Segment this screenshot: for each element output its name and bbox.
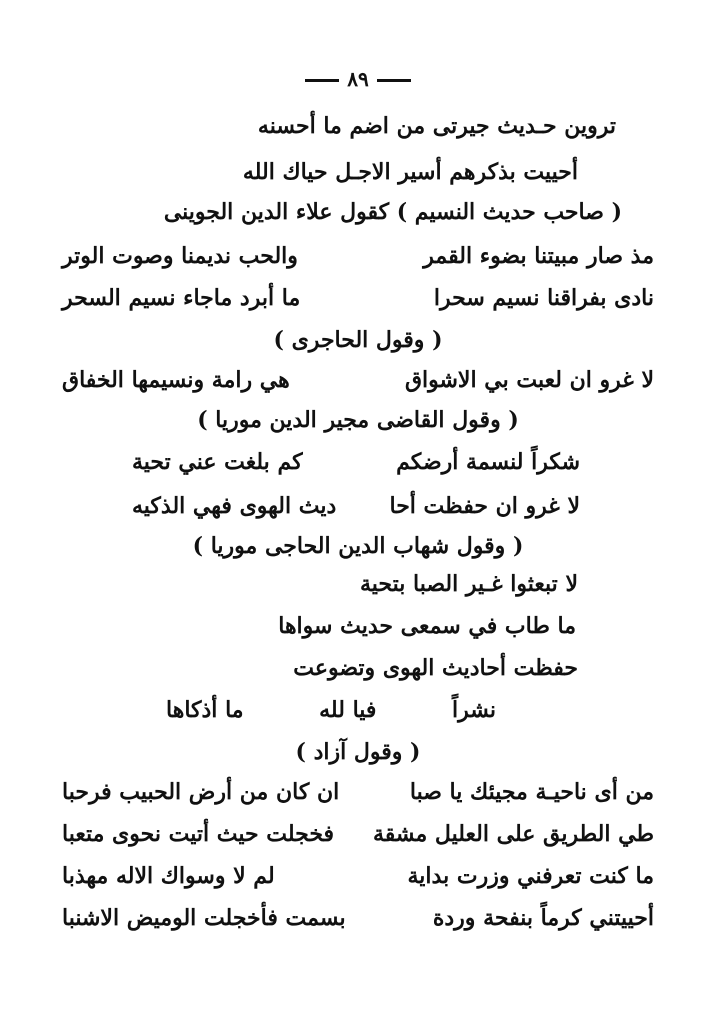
verse-part-left: ما أذكاها [166, 697, 244, 723]
text-line-2: أحييت بذكرهم أسير الاجـل حياك الله [242, 159, 578, 185]
page-number-dash-right [305, 79, 339, 82]
heading-azad: ( وقول آزاد ) [295, 739, 421, 765]
text-line-12: لا تبعثوا غـير الصبا بتحية [359, 571, 578, 597]
page-number-text: ٨٩ [347, 67, 369, 91]
heading-line-3: ( صاحب حديث النسيم ) كقول علاء الدين الجوينى [163, 199, 622, 225]
heading-mujir-al-din: ( وقول القاضى مجير الدين موريا ) [197, 407, 519, 433]
heading-hajiri: ( وقول الحاجرى ) [273, 327, 443, 353]
verse-hemistich-right: شكراً لنسمة أرضكم [396, 449, 580, 475]
page-number [0, 66, 716, 92]
verse-hemistich-left: والحب نديمنا وصوت الوتر [62, 243, 298, 269]
verse-hemistich-left: كم بلغت عني تحية [132, 449, 303, 475]
verse-hemistich-right: لا غرو ان لعبت بي الاشواق [404, 367, 654, 393]
page-number-dash-left [377, 79, 411, 82]
verse-hemistich-right: لا غرو ان حفظت أحا [389, 493, 580, 519]
verse-hemistich-right: من أى ناحيـة مجيئك يا صبا [409, 779, 654, 805]
verse-part-right: نشراً [452, 697, 496, 723]
heading-shihab-al-din: ( وقول شهاب الدين الحاجى موريا ) [192, 533, 524, 559]
verse-couplet-7 [62, 820, 654, 848]
verse-hemistich-left: فخجلت حيث أتيت نحوى متعبا [62, 821, 335, 847]
verse-hemistich-left: ديث الهوى فهي الذكيه [132, 493, 337, 519]
verse-hemistich-right: مذ صار مبيتنا بضوء القمر [423, 243, 654, 269]
verse-hemistich-right: أحييتني كرماً بنفحة وردة [432, 905, 654, 931]
verse-three-part [166, 696, 496, 724]
verse-part-middle: فيا لله [319, 697, 377, 723]
verse-hemistich-left: ان كان من أرض الحبيب فرحبا [62, 779, 340, 805]
verse-couplet-9 [62, 904, 654, 932]
verse-couplet-2 [62, 284, 654, 312]
text-line-14: حفظت أحاديث الهوى وتضوعت [293, 655, 578, 681]
verse-hemistich-right: نادى بفراقنا نسيم سحرا [433, 285, 654, 311]
verse-hemistich-left: ما أبرد ماجاء نسيم السحر [62, 285, 301, 311]
verse-hemistich-left: لم لا وسواك الاله مهذبا [62, 863, 275, 889]
verse-couplet-1 [62, 242, 654, 270]
verse-hemistich-right: طي الطريق على العليل مشقة [372, 821, 654, 847]
verse-couplet-6 [62, 778, 654, 806]
verse-hemistich-left: بسمت فأخجلت الوميض الاشنبا [62, 905, 346, 931]
verse-couplet-8 [62, 862, 654, 890]
text-line-13: ما طاب في سمعى حديث سواها [278, 613, 576, 639]
verse-hemistich-left: هي رامة ونسيمها الخفاق [62, 367, 290, 393]
verse-couplet-4 [132, 448, 580, 476]
verse-hemistich-right: ما كنت تعرفني وزرت بداية [407, 863, 654, 889]
verse-couplet-3 [62, 366, 654, 394]
verse-couplet-5 [132, 492, 580, 520]
text-line-1: تروين حـديث جيرتى من اضم ما أحسنه [257, 113, 616, 139]
